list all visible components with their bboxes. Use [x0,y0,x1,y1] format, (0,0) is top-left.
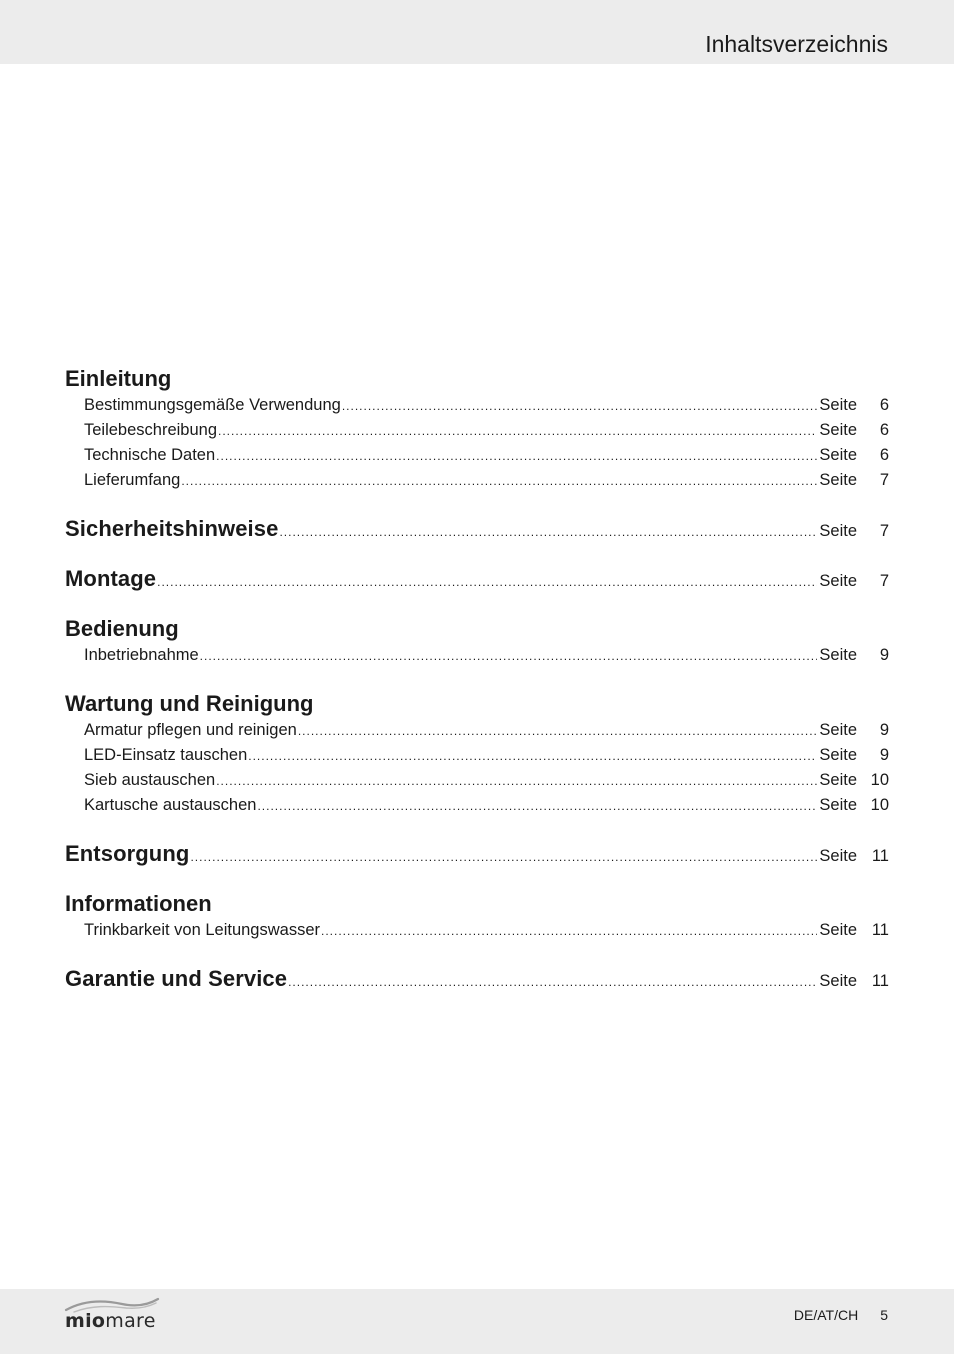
toc-page-number: 11 [871,972,889,990]
toc-heading-montage[interactable] [65,564,889,594]
toc-entry[interactable] [84,469,889,491]
dot-leader [216,445,817,467]
toc-page-number: 7 [879,572,889,590]
toc-seite-label: Seite [819,471,857,489]
toc-heading-label: Sicherheitshinweise [65,516,279,541]
toc-seite-label: Seite [819,972,857,990]
logo-wordmark-light: mare [105,1310,156,1332]
toc-heading-label: Einleitung [65,366,172,391]
dot-leader [248,745,817,767]
toc-heading-informationen[interactable] [65,889,889,919]
toc-heading-label: Entsorgung [65,841,190,866]
dot-leader [279,517,817,547]
toc-heading-garantie[interactable] [65,964,889,994]
toc-entry[interactable] [84,419,889,441]
toc-page-number: 9 [879,721,889,739]
toc-seite-label: Seite [819,771,857,789]
toc-heading-entsorgung[interactable] [65,839,889,869]
toc-entry-label: Sieb austauschen [84,771,216,789]
toc-entry[interactable] [84,719,889,741]
dot-leader [342,395,818,417]
dot-leader [216,770,817,792]
toc-seite-label: Seite [819,721,857,739]
toc-entry-label: Kartusche austauschen [84,796,257,814]
toc-page-number: 11 [871,921,889,939]
toc-seite-label: Seite [819,646,857,664]
toc-seite-label: Seite [819,847,857,865]
toc-entry-label: Teilebeschreibung [84,421,218,439]
toc-entry[interactable] [84,744,889,766]
dot-leader [298,720,818,742]
toc-heading-label: Informationen [65,891,212,916]
toc-entry-label: Technische Daten [84,446,216,464]
toc-entry-label: Lieferumfang [84,471,181,489]
miomare-logo [64,1296,164,1336]
toc-heading-label: Garantie und Service [65,966,288,991]
toc-page-number: 6 [879,421,889,439]
toc-heading-label: Wartung und Reinigung [65,691,314,716]
locale-label: DE/AT/CH [793,1307,859,1323]
page-number: 5 [880,1307,888,1323]
toc-entry-label: LED-Einsatz tauschen [84,746,248,764]
toc-heading-sicherheitshinweise[interactable] [65,514,889,544]
toc-heading-bedienung[interactable] [65,614,889,644]
toc-page-number: 7 [879,471,889,489]
toc-seite-label: Seite [819,396,857,414]
toc-page-number: 6 [879,446,889,464]
toc-page-number: 6 [879,396,889,414]
toc-page-number: 11 [871,847,889,865]
logo-wordmark [65,1310,156,1332]
dot-leader [257,795,817,817]
logo-wordmark-bold: mio [65,1310,106,1332]
toc-entry[interactable] [84,444,889,466]
toc-page-number: 7 [879,522,889,540]
toc-entry-label: Inbetriebnahme [84,646,199,664]
dot-leader [190,842,817,872]
toc-seite-label: Seite [819,522,857,540]
page-title: Inhaltsverzeichnis [705,31,888,57]
toc-seite-label: Seite [819,446,857,464]
toc-heading-einleitung[interactable] [65,364,889,394]
dot-leader [200,645,818,667]
toc-entry[interactable] [84,769,889,791]
toc-entry[interactable] [84,919,889,941]
dot-leader [321,920,817,942]
toc-heading-wartung[interactable] [65,689,889,719]
toc-page-number: 9 [879,646,889,664]
toc-seite-label: Seite [819,796,857,814]
footer-meta [794,1306,888,1324]
toc-entry[interactable] [84,794,889,816]
toc-seite-label: Seite [819,746,857,764]
dot-leader [218,420,817,442]
toc-page-number: 10 [870,771,889,789]
toc-seite-label: Seite [819,921,857,939]
toc-seite-label: Seite [819,572,857,590]
toc-heading-label: Bedienung [65,616,179,641]
toc-page-number: 10 [870,796,889,814]
toc-page-number: 9 [879,746,889,764]
toc-heading-label: Montage [65,566,157,591]
toc-entry[interactable] [84,394,889,416]
toc-entry-label: Bestimmungsgemäße Verwendung [84,396,341,414]
dot-leader [288,967,817,997]
toc-entry[interactable] [84,644,889,666]
dot-leader [181,470,817,492]
toc-entry-label: Trinkbarkeit von Leitungswasser [84,921,320,939]
toc-seite-label: Seite [819,421,857,439]
toc-entry-label: Armatur pflegen und reinigen [84,721,297,739]
dot-leader [157,567,817,597]
